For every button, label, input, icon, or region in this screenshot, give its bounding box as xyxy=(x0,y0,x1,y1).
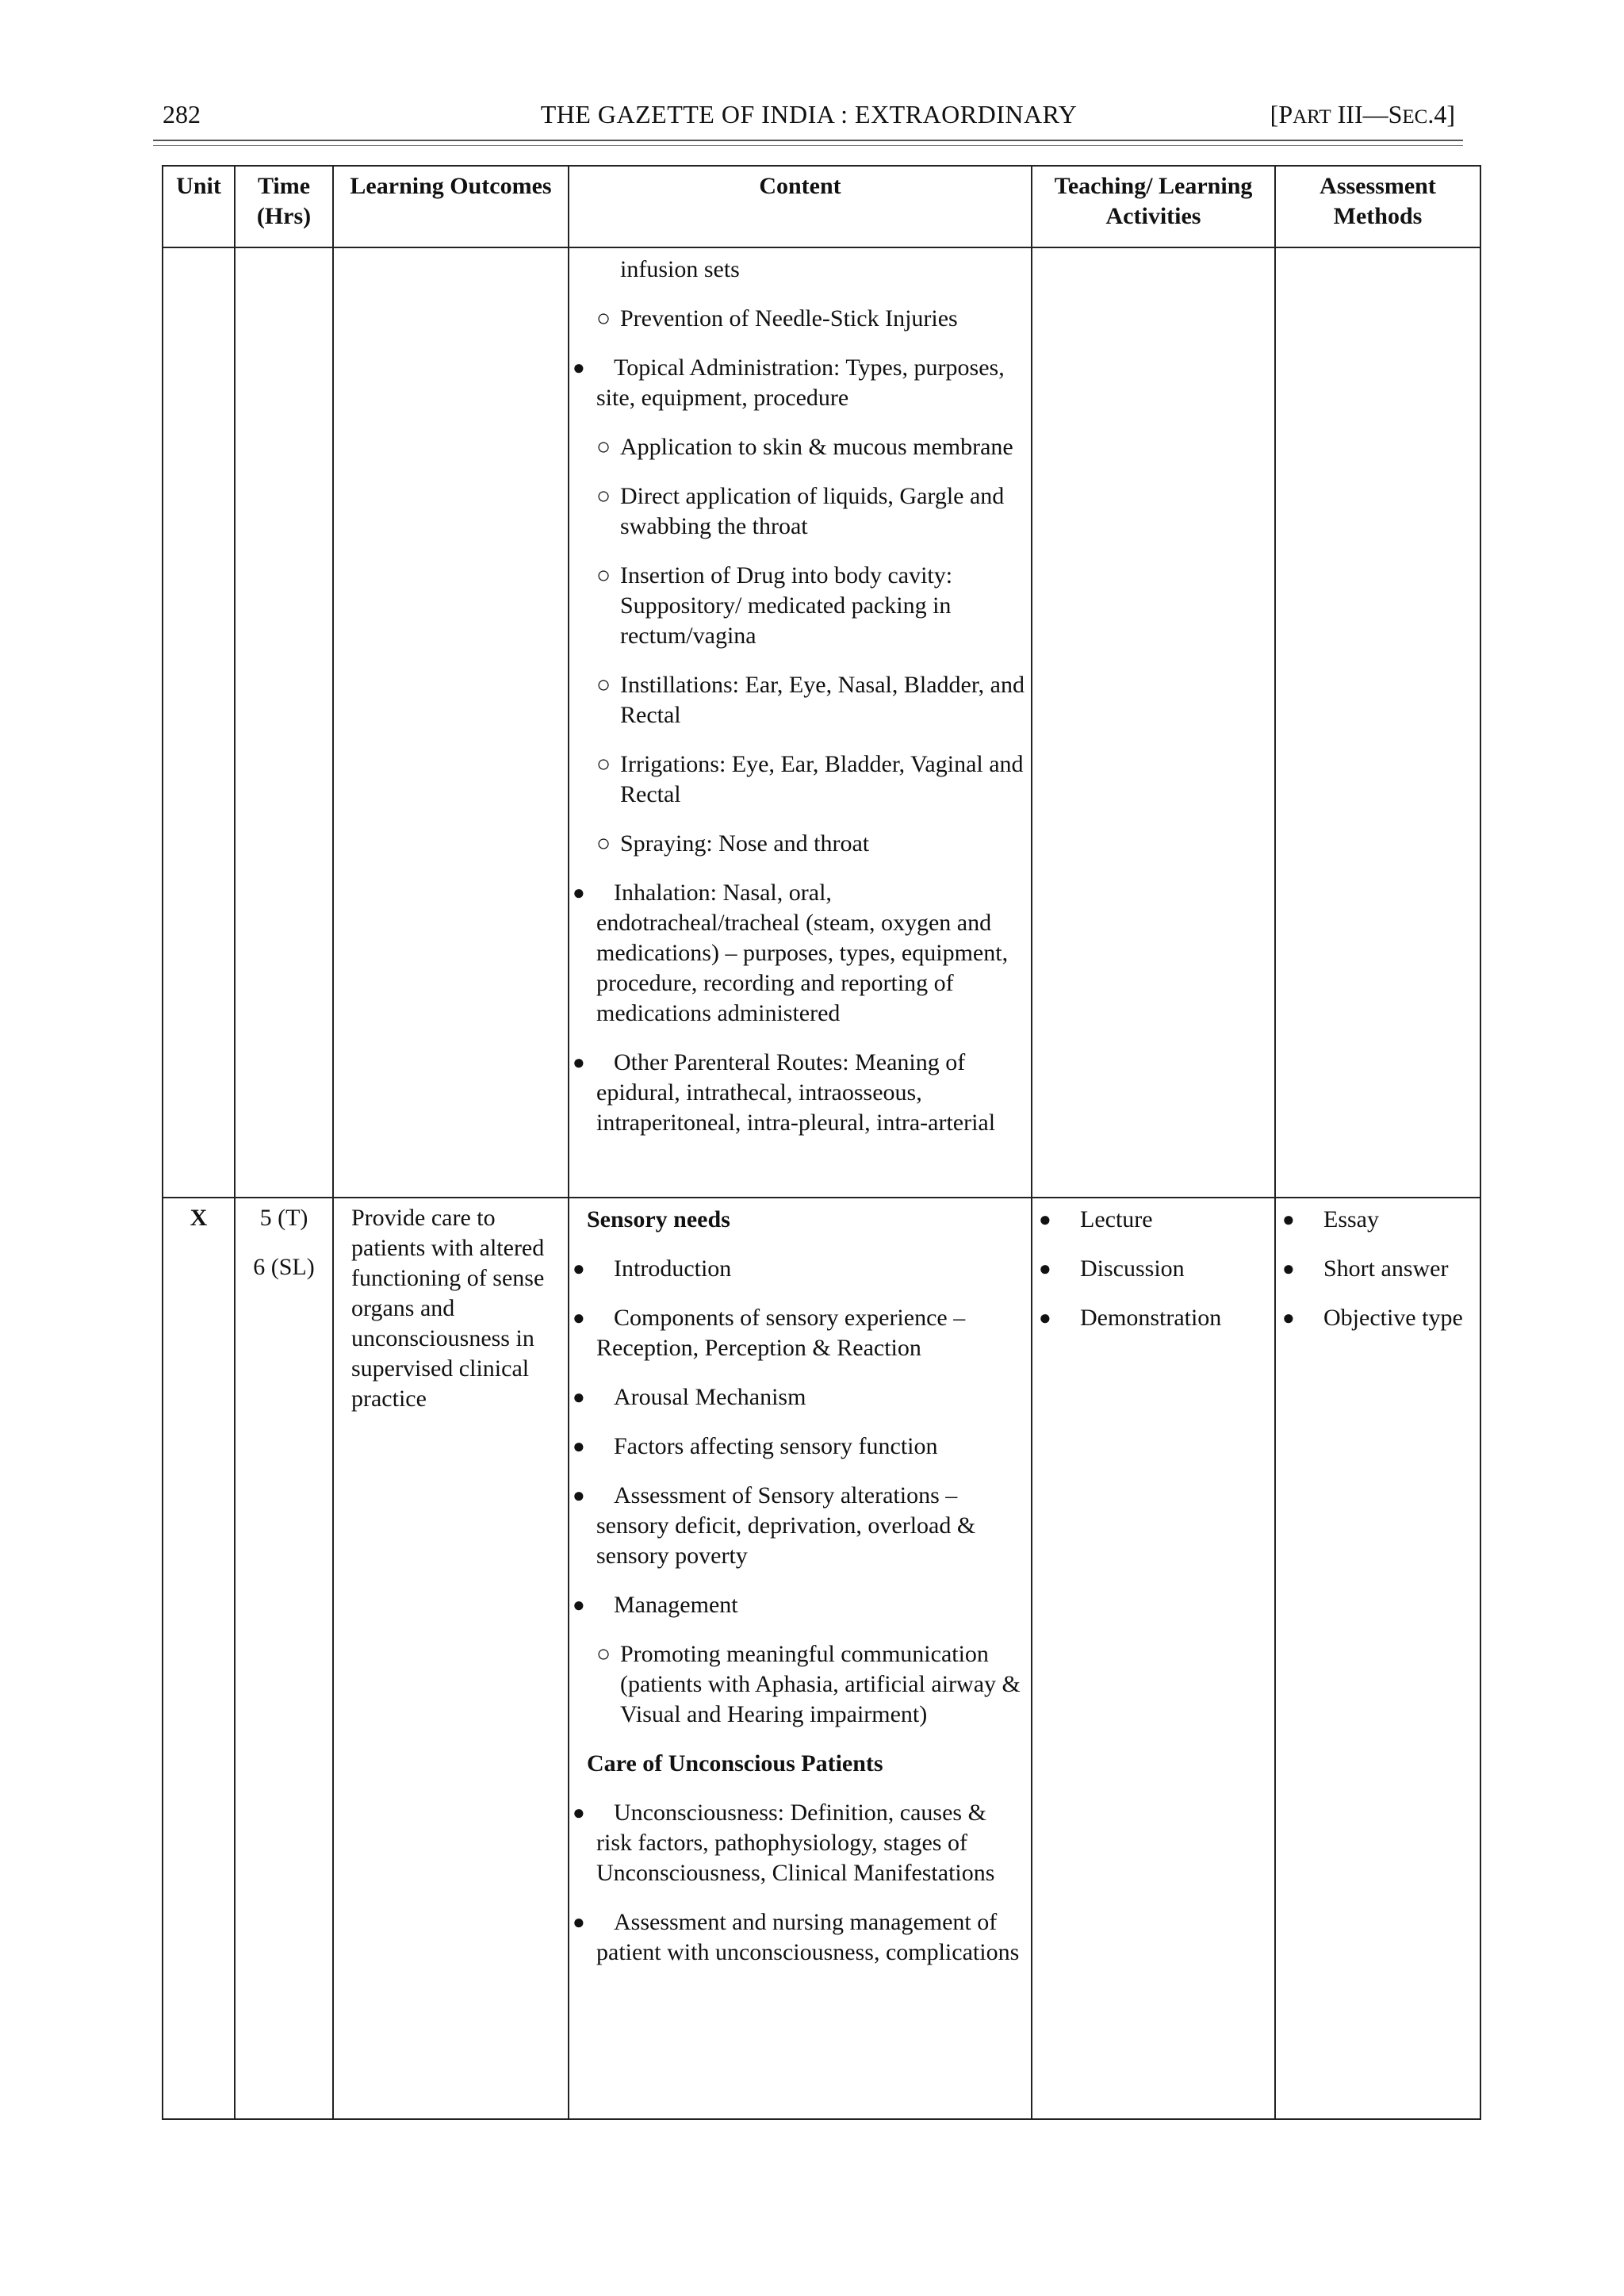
content-bullet-item: ● Components of sensory experience – Reception, Perception & Reaction xyxy=(573,1305,966,1361)
content-sub-item: ○ Direct application of liquids, Gargle and swabbing the throat xyxy=(596,483,1005,539)
content-bullet-item: ● Other Parenteral Routes: Meaning of epidural, intrathecal, intraosseous, intraperitoneal, intra-pleural, intra-arterial xyxy=(573,1049,996,1136)
header-learning-outcomes: Learning Outcomes xyxy=(333,166,569,247)
content-bullet-item: ● Inhalation: Nasal, oral, endotracheal/tracheal (steam, oxygen and medications) – purposes, types, equipment, procedure, recording and reporting of medications administered xyxy=(573,880,1009,1026)
bullet-icon: ● xyxy=(573,356,585,379)
content-sub-item: ○ Insertion of Drug into body cavity: Suppository/ medicated packing in rectum/vagina xyxy=(596,562,953,649)
circle-bullet-icon: ○ xyxy=(596,1641,611,1667)
bullet-icon: ● xyxy=(1282,1257,1295,1280)
content-bullet-item: ● Unconsciousness: Definition, causes & risk factors, pathophysiology, stages of Unconsciousness, Clinical Manifestations xyxy=(573,1800,995,1886)
time-skill-lab: 6 (SL) xyxy=(253,1254,315,1280)
content-sub-item: ○ Prevention of Needle-Stick Injuries xyxy=(569,304,1025,334)
content-sub-item: ○ Application to skin & mucous membrane xyxy=(569,432,1025,462)
content-bullet-item: ● Arousal Mechanism xyxy=(569,1382,1025,1412)
circle-bullet-icon: ○ xyxy=(596,830,611,857)
list-item: ● Demonstration xyxy=(1036,1303,1271,1333)
assessment-cell xyxy=(1275,1198,1480,2119)
circle-bullet-icon: ○ xyxy=(596,751,611,777)
header-rule xyxy=(153,140,1463,141)
content-heading: Sensory needs xyxy=(587,1206,730,1232)
bullet-icon: ● xyxy=(573,1911,585,1934)
header-assessment: Assessment Methods xyxy=(1275,166,1480,247)
table-row xyxy=(163,247,1480,1198)
content-cell xyxy=(569,247,1032,1198)
gazette-title: THE GAZETTE OF INDIA : EXTRAORDINARY xyxy=(540,100,1078,128)
content-bullet-item: ● Management xyxy=(569,1590,1025,1620)
unit-cell xyxy=(163,247,235,1198)
bullet-icon: ● xyxy=(1039,1208,1051,1231)
list-item: ● Objective type xyxy=(1279,1303,1477,1333)
teaching-cell xyxy=(1032,247,1275,1198)
content-sub-item: ○ Promoting meaningful communication (patients with Aphasia, artificial airway & Visual and Hearing impairment) xyxy=(596,1641,1021,1727)
content-bullet-item: ● Assessment and nursing management of patient with unconsciousness, complications xyxy=(573,1909,1020,1965)
header-unit: Unit xyxy=(163,166,235,247)
content-heading: Care of Unconscious Patients xyxy=(587,1750,883,1777)
teaching-cell xyxy=(1032,1198,1275,2119)
bullet-icon: ● xyxy=(1039,1306,1051,1329)
bullet-icon: ● xyxy=(1282,1306,1295,1329)
time-cell xyxy=(235,1198,333,2119)
header-teaching-learning: Teaching/ Learning Activities xyxy=(1032,166,1275,247)
bullet-icon: ● xyxy=(573,1306,585,1329)
content-bullet-item: ● Assessment of Sensory alterations – sensory deficit, deprivation, overload & sensory poverty xyxy=(573,1482,976,1569)
time-cell xyxy=(235,247,333,1198)
list-item: ● Lecture xyxy=(1036,1205,1271,1235)
learning-outcome-cell: Provide care to patients with altered functioning of sense organs and unconsciousness in supervised clinical practice xyxy=(333,1198,569,2119)
list-item: ● Essay xyxy=(1279,1205,1477,1235)
bullet-icon: ● xyxy=(573,1801,585,1824)
content-bullet-item: ● Topical Administration: Types, purposes, site, equipment, procedure xyxy=(573,355,1005,411)
content-bullet-item: ● Introduction xyxy=(569,1254,1025,1284)
table-header-row xyxy=(163,166,1480,247)
list-item: ● Discussion xyxy=(1036,1254,1271,1284)
circle-bullet-icon: ○ xyxy=(596,434,611,460)
header-time: Time (Hrs) xyxy=(235,166,333,247)
bullet-icon: ● xyxy=(573,1386,585,1409)
time-theory: 5 (T) xyxy=(259,1205,308,1231)
content-sub-item: ○ Instillations: Ear, Eye, Nasal, Bladder, and Rectal xyxy=(596,672,1025,728)
content-cell xyxy=(569,1198,1032,2119)
assessment-cell xyxy=(1275,247,1480,1198)
content-bullet-item: ● Factors affecting sensory function xyxy=(569,1432,1025,1462)
bullet-icon: ● xyxy=(573,1435,585,1458)
part-section-label: [PART III—SEC.4] xyxy=(1270,100,1455,128)
list-item: ● Short answer xyxy=(1279,1254,1477,1284)
content-sub-item: ○ Spraying: Nose and throat xyxy=(569,829,1025,859)
circle-bullet-icon: ○ xyxy=(596,483,611,509)
circle-bullet-icon: ○ xyxy=(596,305,611,332)
header-rule-thin xyxy=(153,145,1463,146)
learning-outcome-cell xyxy=(333,247,569,1198)
bullet-icon: ● xyxy=(573,1593,585,1616)
circle-bullet-icon: ○ xyxy=(596,562,611,588)
syllabus-table xyxy=(162,165,1481,2120)
bullet-icon: ● xyxy=(573,1484,585,1507)
circle-bullet-icon: ○ xyxy=(596,672,611,698)
bullet-icon: ● xyxy=(573,1257,585,1280)
page-header xyxy=(163,94,1455,133)
bullet-icon: ● xyxy=(573,881,585,904)
table-row xyxy=(163,1198,1480,2119)
bullet-icon: ● xyxy=(1282,1208,1295,1231)
page-number: 282 xyxy=(163,100,201,128)
bullet-icon: ● xyxy=(573,1051,585,1074)
unit-cell: X xyxy=(163,1198,235,2119)
content-sub-item: ○ Irrigations: Eye, Ear, Bladder, Vaginal and Rectal xyxy=(596,751,1024,807)
header-content: Content xyxy=(569,166,1032,247)
content-continuation: infusion sets xyxy=(620,256,740,282)
bullet-icon: ● xyxy=(1039,1257,1051,1280)
